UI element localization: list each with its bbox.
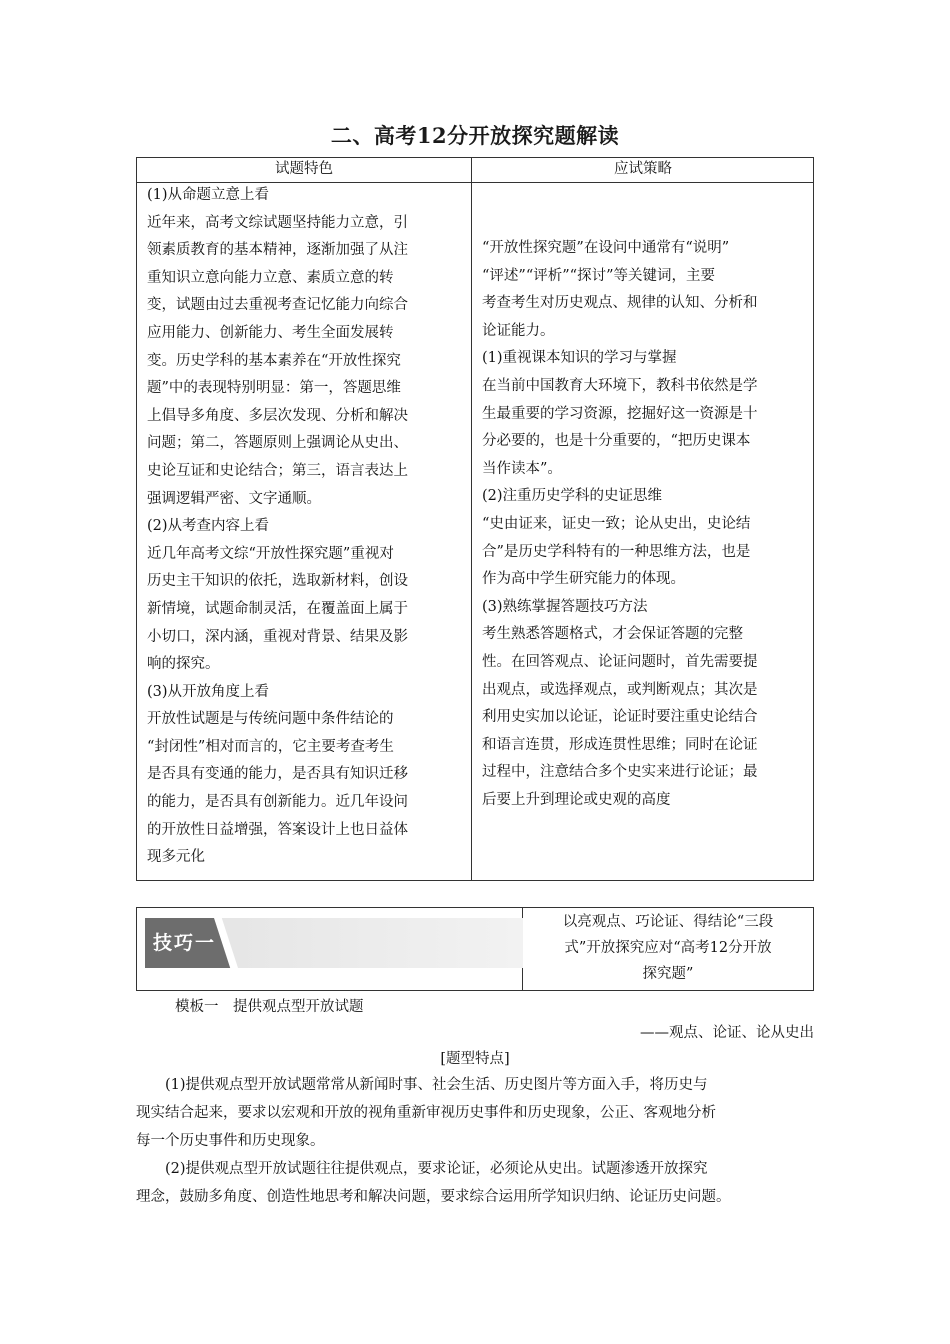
- strategy-line: (2)注重历史学科的史证思维: [482, 488, 663, 505]
- features-line: 是否具有变通的能力，是否具有知识迁移: [147, 766, 408, 783]
- features-line: 小切口，深内涵，重视对背景、结果及影: [147, 628, 408, 645]
- features-line: 现多元化: [147, 849, 205, 866]
- skill-box: [136, 907, 814, 991]
- features-line: 问题；第二，答题原则上强调论从史出、: [147, 435, 408, 452]
- strategy-line: 论证能力。: [482, 322, 555, 339]
- features-line: 领素质教育的基本精神，逐渐加强了从注: [147, 242, 408, 259]
- features-line: 强调逻辑严密、文字通顺。: [147, 490, 321, 507]
- strategy-line: 生最重要的学习资源，挖掘好这一资源是十: [482, 405, 758, 422]
- strategy-line: 考生熟悉答题格式，才会保证答题的完整: [482, 626, 743, 643]
- features-line: 开放性试题是与传统问题中条件结论的: [147, 711, 394, 728]
- table-header-strategy: 应试策略: [614, 161, 672, 177]
- strategy-line: 当作读本”。: [482, 460, 562, 477]
- features-cell: [147, 182, 467, 872]
- template-subtitle: ——观点、论证、论从史出: [640, 1025, 814, 1041]
- features-line: (2)从考查内容上看: [147, 518, 270, 535]
- paragraph-line: 理念，鼓励多角度、创造性地思考和解决问题，要求综合运用所学知识归纳、论证历史问题。: [136, 1189, 731, 1205]
- page-title: 二、高考12分开放探究题解读: [330, 123, 620, 148]
- features-heading: [题型特点]: [440, 1051, 510, 1067]
- features-line: (3)从开放角度上看: [147, 683, 270, 700]
- strategy-line: 考查考生对历史观点、规律的认知、分析和: [482, 295, 758, 312]
- features-line: (1)从命题立意上看: [147, 187, 270, 203]
- features-line: 上倡导多角度、多层次发现、分析和解决: [147, 407, 408, 424]
- features-line: 重知识立意向能力立意、素质立意的转: [147, 269, 394, 286]
- features-line: 的能力，是否具有创新能力。近几年设问: [147, 794, 408, 811]
- strategy-line: “开放性探究题”在设问中通常有“说明”: [482, 240, 730, 256]
- template-title: 模板一 提供观点型开放试题: [175, 999, 364, 1015]
- strategy-line: (3)熟练掌握答题技巧方法: [482, 598, 648, 615]
- features-line: 变，试题由过去重视考查记忆能力向综合: [147, 297, 408, 314]
- features-line: 新情境，试题命制灵活，在覆盖面上属于: [147, 600, 408, 617]
- strategy-line: 出观点，或选择观点，或判断观点；其次是: [482, 681, 758, 698]
- strategy-line: 和语言连贯，形成连贯性思维；同时在论证: [482, 736, 758, 753]
- paragraph-line: (2)提供观点型开放试题往往提供观点，要求论证，必须论从史出。试题渗透开放探究: [165, 1161, 708, 1177]
- skill-banner: [145, 918, 523, 968]
- features-line: 变。历史学科的基本素养在“开放性探究: [147, 352, 401, 369]
- strategy-line: 在当前中国教育大环境下，教科书依然是学: [482, 377, 758, 394]
- features-line: 历史主干知识的依托，选取新材料，创设: [147, 573, 408, 590]
- paragraph-1: [136, 1071, 816, 1155]
- strategy-line: 过程中，注意结合多个史实来进行论证；最: [482, 764, 758, 781]
- strategy-line: 性。在回答观点、论证问题时，首先需要提: [482, 653, 758, 670]
- paragraph-line: (1)提供观点型开放试题常常从新闻时事、社会生活、历史图片等方面入手，将历史与: [165, 1077, 708, 1093]
- strategy-line: 作为高中学生研究能力的体现。: [482, 571, 685, 588]
- skill-label: 技巧一: [153, 932, 217, 954]
- strategy-table: [136, 157, 814, 881]
- strategy-line: 后要上升到理论或史观的高度: [482, 791, 671, 808]
- strategy-line: “史由证来，证史一致；论从史出，史论结: [482, 515, 751, 532]
- features-line: 题”中的表现特别明显：第一，答题思维: [147, 380, 401, 397]
- paragraph-line: 每一个历史事件和历史现象。: [136, 1133, 325, 1149]
- features-line: 史论互证和史论结合；第三，语言表达上: [147, 462, 408, 479]
- strategy-line: 利用史实加以论证，论证时要注重史论结合: [482, 709, 758, 726]
- strategy-cell: [482, 235, 807, 814]
- skill-description: [523, 908, 813, 991]
- features-line: 应用能力、创新能力、考生全面发展转: [147, 324, 394, 341]
- features-line: 的开放性日益增强，答案设计上也日益体: [147, 821, 408, 838]
- strategy-line: “评述”“评析”“探讨”等关键词，主要: [482, 267, 715, 284]
- skill-desc-line: 探究题”: [642, 966, 694, 982]
- table-header-features: 试题特色: [275, 161, 333, 177]
- skill-desc-line: 式”开放探究应对“高考12分开放: [564, 940, 772, 956]
- strategy-line: (1)重视课本知识的学习与掌握: [482, 350, 677, 367]
- skill-desc-line: 以亮观点、巧论证、得结论“三段: [562, 914, 774, 930]
- table-column-divider: [471, 158, 472, 880]
- paragraph-2: [136, 1155, 816, 1211]
- features-line: 近几年高考文综“开放性探究题”重视对: [147, 545, 394, 562]
- features-line: 响的探究。: [147, 656, 220, 673]
- paragraph-line: 现实结合起来，要求以宏观和开放的视角重新审视历史事件和历史现象，公正、客观地分析: [136, 1105, 716, 1121]
- features-line: 近年来，高考文综试题坚持能力立意，引: [147, 214, 408, 231]
- strategy-line: 分必要的，也是十分重要的，“把历史课本: [482, 433, 751, 450]
- strategy-line: 合”是历史学科特有的一种思维方法，也是: [482, 543, 751, 560]
- features-line: “封闭性”相对而言的，它主要考查考生: [147, 738, 394, 755]
